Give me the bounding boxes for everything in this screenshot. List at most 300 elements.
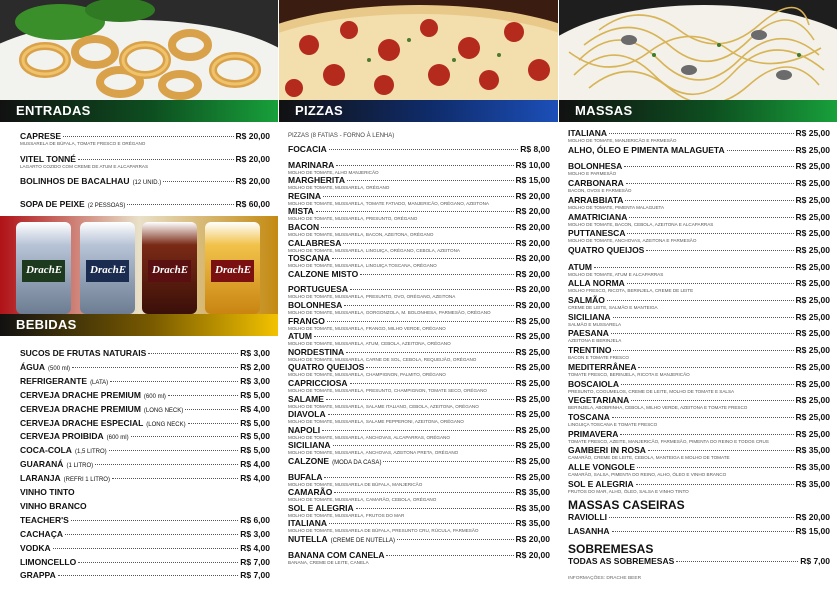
menu-item — [288, 175, 550, 190]
menu-item-row — [20, 473, 270, 485]
item-price: R$ 20,00 — [515, 190, 550, 201]
item-name: GUARANÁ — [20, 459, 64, 470]
dotted-leader — [621, 384, 794, 385]
item-price: R$ 25,00 — [795, 161, 830, 172]
footer-note: INFORMAÇÕES: DRACHE BEER — [568, 576, 642, 581]
item-description: MOLHO DE TOMATE, MUSSARELA, ANCHOVAS, ALCAPARRAS, ORÉGANO — [288, 434, 450, 440]
item-description: MOLHO DE TOMATE, MUSSARELA, BACON, AZEITONA, ORÉGANO — [288, 232, 434, 237]
item-name: LARANJA — [20, 473, 61, 484]
menu-item-row — [288, 487, 550, 497]
item-name: PUTTANESCA — [568, 228, 626, 239]
menu-item-row — [20, 543, 270, 553]
massas-header: MASSAS — [559, 100, 837, 122]
menu-item — [20, 404, 270, 416]
item-price: R$ 20,00 — [235, 176, 270, 186]
menu-item-row — [568, 278, 830, 288]
dotted-leader — [637, 467, 793, 468]
menu-item-row — [568, 345, 830, 355]
dotted-leader — [334, 492, 513, 493]
pizza-photo — [279, 0, 558, 100]
column-massas — [559, 0, 837, 600]
item-price: R$ 35,00 — [515, 487, 550, 498]
item-price: R$ 25,00 — [795, 328, 830, 339]
menu-item-row — [288, 316, 550, 326]
dotted-leader — [397, 539, 513, 540]
item-name: AMATRICIANA — [568, 211, 628, 222]
item-price: R$ 20,00 — [235, 153, 270, 164]
item-price: R$ 4,00 — [240, 542, 270, 553]
dotted-leader — [627, 233, 793, 234]
dotted-leader — [329, 523, 513, 524]
menu-item-row — [288, 378, 550, 388]
item-price: R$ 7,00 — [800, 556, 830, 566]
item-description: TOMATE FRESCO, BERINJELA, RICOTA E MANJERICÃO — [568, 371, 690, 377]
menu-item-row — [20, 515, 270, 525]
dotted-leader — [336, 165, 513, 166]
menu-item-row — [568, 312, 830, 322]
item-price: R$ 20,00 — [515, 206, 550, 217]
menu-item — [568, 328, 830, 343]
item-price: R$ 25,00 — [515, 331, 550, 342]
item-price: R$ 20,00 — [515, 549, 550, 560]
menu-item-row — [288, 550, 550, 560]
item-price: R$ 7,00 — [240, 556, 270, 567]
item-name: ATUM — [568, 261, 592, 272]
item-name: GRAPPA — [20, 570, 56, 581]
menu-item — [288, 394, 550, 409]
item-description: MOLHO DE TOMATE, MUSSARELA, CAMARÃO, CEBOLA, ORÉGANO — [288, 497, 437, 503]
menu-item-row — [568, 512, 830, 522]
dotted-leader — [648, 450, 794, 451]
item-name: QUATRO QUEIJOS — [568, 244, 645, 255]
menu-item-row — [568, 362, 830, 372]
dotted-leader — [613, 317, 794, 318]
item-name: SICILIANA — [288, 440, 331, 451]
menu-item — [288, 425, 550, 440]
dotted-leader — [611, 333, 794, 334]
dotted-leader — [329, 149, 518, 150]
dotted-leader — [332, 258, 514, 259]
dotted-leader — [626, 183, 794, 184]
item-name: ALLA NORMA — [568, 278, 625, 289]
item-name: MISTA — [288, 206, 314, 217]
menu-item-row — [20, 487, 270, 497]
item-price: R$ 25,00 — [515, 424, 550, 435]
menu-item — [568, 526, 830, 536]
item-price: R$ 20,00 — [515, 534, 550, 544]
menu-item — [20, 348, 270, 358]
item-name: ÁGUA — [20, 361, 46, 372]
item-name: BOLONHESA — [568, 161, 623, 172]
entradas-header: ENTRADAS — [0, 100, 278, 122]
menu-item-row — [568, 379, 830, 389]
menu-item-row — [568, 412, 830, 422]
item-description: BERINJELA, ABOBRINHA, CEBOLA, MILHO VERDE, AZEITONA E TOMATE FRESCO — [568, 405, 748, 411]
menu-item — [568, 212, 830, 227]
menu-item — [568, 128, 830, 143]
menu-item-row — [288, 269, 550, 279]
item-price: R$ 6,00 — [240, 514, 270, 525]
dotted-leader — [323, 196, 513, 197]
item-price: R$ 25,00 — [795, 278, 830, 289]
menu-item-row — [20, 459, 270, 471]
dotted-leader — [72, 367, 238, 368]
item-name: SUCOS DE FRUTAS NATURAIS — [20, 348, 147, 358]
menu-item-row — [568, 462, 830, 472]
item-price: R$ 10,00 — [515, 159, 550, 170]
menu-item-row — [568, 445, 830, 455]
item-price: R$ 20,00 — [515, 237, 550, 248]
item-name: BOLONHESA — [288, 300, 343, 310]
dotted-leader — [324, 477, 513, 478]
menu-item-row — [288, 300, 550, 310]
item-name: RAVIOLLI — [568, 512, 608, 522]
dotted-leader — [63, 136, 233, 137]
item-price: R$ 4,00 — [240, 459, 270, 470]
item-price: R$ 3,00 — [240, 528, 270, 539]
item-name: SALAME — [288, 393, 324, 404]
item-name: TOSCANA — [568, 411, 610, 422]
item-price: R$ 35,00 — [795, 445, 830, 456]
item-name: SOPA DE PEIXE — [20, 198, 85, 209]
menu-item-row — [20, 176, 270, 188]
menu-item-row — [20, 501, 270, 511]
item-name: REGINA — [288, 190, 322, 201]
item-name: PORTUGUESA — [288, 284, 348, 295]
menu-item-row — [20, 529, 270, 539]
menu-item — [288, 253, 550, 268]
beer-label: DrachE — [90, 264, 127, 276]
item-name: BOLINHOS DE BACALHAU — [20, 176, 130, 186]
item-price: R$ 25,00 — [515, 315, 550, 326]
item-price: R$ 4,00 — [240, 403, 270, 414]
item-price: R$ 3,00 — [240, 375, 270, 386]
menu-item-row — [288, 191, 550, 201]
dotted-leader — [78, 562, 238, 563]
item-price: R$ 25,00 — [795, 194, 830, 205]
item-description: LAGARTO COZIDO COM CREME DE ATUM E ALCAPARRAS — [20, 163, 149, 169]
item-price: R$ 20,00 — [515, 268, 550, 279]
item-description: MOLHO DE TOMATE, ATUM E ALCAPARRAS — [568, 271, 664, 277]
dotted-leader — [676, 561, 798, 562]
menu-item-row — [568, 262, 830, 272]
menu-item-row — [20, 131, 270, 141]
menu-item — [288, 238, 550, 253]
item-name: CERVEJA DRACHE ESPECIAL — [20, 417, 144, 428]
column-entradas-bebidas — [0, 0, 278, 600]
menu-item — [288, 144, 550, 154]
item-qualifier: (600 ml) — [143, 393, 166, 400]
item-name: MEDITERRÂNEA — [568, 361, 637, 372]
item-price: R$ 25,00 — [795, 378, 830, 389]
menu-item — [568, 295, 830, 310]
menu-item — [20, 418, 270, 430]
menu-item-row — [288, 160, 550, 170]
dotted-leader — [112, 478, 238, 479]
item-name: SOL E ALEGRIA — [568, 478, 634, 489]
item-name: PAESANA — [568, 328, 609, 339]
pizzas-subtitle: PIZZAS (8 FATIAS - FORNO À LENHA) — [288, 133, 395, 139]
dotted-leader — [78, 159, 234, 160]
item-name: REFRIGERANTE — [20, 375, 88, 386]
item-name: CARBONARA — [568, 178, 624, 189]
menu-item — [288, 487, 550, 502]
item-name: LIMONCELLO — [20, 556, 77, 567]
item-name: NORDESTINA — [288, 346, 345, 357]
item-description: MOLHO DE TOMATE, MUSSARELA DE BÚFALA, MANJERICÃO — [288, 481, 423, 487]
beer-label: DrachE — [152, 264, 189, 276]
menu-item — [20, 445, 270, 457]
item-name: VINHO BRANCO — [20, 500, 87, 511]
menu-item — [568, 312, 830, 327]
menu-item-row — [568, 526, 830, 536]
item-description: MOLHO DE TOMATE, MUSSARELA, ATUM, CEBOLA, AZEITONA, ORÉGANO — [288, 341, 451, 347]
menu-item-row — [288, 222, 550, 232]
menu-item-row — [288, 518, 550, 528]
menu-item — [288, 550, 550, 565]
item-qualifier: (1,5 LITRO) — [74, 449, 107, 456]
item-qualifier: (2 PESSOAS) — [87, 202, 126, 209]
item-price: R$ 25,00 — [795, 411, 830, 422]
item-price: R$ 25,00 — [795, 311, 830, 322]
item-description: MOLHO FRESCO, RICOTA, BERINJELA, CREME DE LEITE — [568, 288, 694, 294]
dotted-leader — [53, 548, 239, 549]
menu-item-row — [288, 409, 550, 419]
item-name: SALMÃO — [568, 295, 605, 305]
item-price: R$ 5,00 — [240, 431, 270, 442]
item-description: MOLHO DE TOMATE, MUSSARELA, CARNE DE SOL, CEBOLA, REQUEIJÃO, ORÉGANO — [288, 356, 477, 362]
menu-item — [288, 284, 550, 299]
menu-item — [20, 543, 270, 553]
item-price: R$ 25,00 — [795, 345, 830, 356]
item-price: R$ 25,00 — [795, 211, 830, 222]
item-name: NUTELLA — [288, 534, 328, 544]
menu-item — [20, 376, 270, 388]
menu-item — [568, 429, 830, 444]
bebidas-header: BEBIDAS — [0, 314, 278, 336]
item-price: R$ 25,00 — [795, 261, 830, 272]
menu-item — [288, 331, 550, 346]
item-name: ITALIANA — [568, 128, 608, 138]
menu-item — [288, 206, 550, 221]
item-name: COCA-COLA — [20, 445, 72, 456]
menu-item-row — [568, 228, 830, 238]
dotted-leader — [629, 217, 793, 218]
item-name: DIAVOLA — [288, 409, 326, 420]
menu-item — [288, 503, 550, 518]
menu-item — [568, 145, 830, 155]
item-name: TOSCANA — [288, 253, 330, 264]
massas-caseiras-title: MASSAS CASEIRAS — [568, 498, 685, 512]
item-price: R$ 25,00 — [515, 378, 550, 388]
item-qualifier: (12 UNID.) — [132, 180, 162, 186]
dotted-leader — [346, 352, 513, 353]
item-price: R$ 35,00 — [515, 518, 550, 529]
menu-item-row — [20, 154, 270, 164]
menu-item-row — [288, 472, 550, 482]
menu-item — [568, 195, 830, 210]
item-name: PRIMAVERA — [568, 428, 619, 439]
dotted-leader — [127, 204, 233, 205]
item-qualifier: (LONG NECK) — [143, 407, 184, 414]
item-name: VODKA — [20, 542, 51, 553]
item-description: MOLHO DE TOMATE, ANCHOVAS, AZEITONA E PARMESÃO — [568, 238, 697, 244]
dotted-leader — [620, 434, 793, 435]
menu-item — [288, 362, 550, 377]
dotted-leader — [350, 289, 514, 290]
menu-item-row — [568, 195, 830, 205]
dotted-leader — [343, 243, 513, 244]
item-name: CAMARÃO — [288, 487, 333, 498]
menu-item — [20, 557, 270, 567]
item-name: MARINARA — [288, 159, 335, 170]
item-description: SALMÃO E MUSSARELA — [568, 321, 622, 327]
item-price: R$ 25,00 — [795, 178, 830, 189]
dotted-leader — [321, 227, 513, 228]
menu-item-row — [288, 206, 550, 216]
dotted-leader — [609, 517, 793, 518]
menu-item — [568, 412, 830, 427]
item-name: ITALIANA — [288, 518, 328, 529]
menu-item — [568, 556, 830, 566]
menu-item — [20, 431, 270, 443]
menu-item-row — [568, 128, 830, 138]
item-name: CAPRESE — [20, 131, 62, 141]
item-name: CERVEJA DRACHE PREMIUM — [20, 403, 141, 414]
menu-item — [288, 160, 550, 175]
item-qualifier: (CREME DE NUTELLA) — [330, 538, 396, 544]
item-description: MOLHO DE TOMATE, MUSSARELA, LINGUIÇA TOSCANA, ORÉGANO — [288, 263, 437, 269]
item-description: MOLHO DE TOMATE, MUSSARELA, FRANGO, MILHO VERDE, ORÉGANO — [288, 325, 446, 331]
item-name: TEACHER'S — [20, 514, 69, 525]
menu-item — [20, 459, 270, 471]
menu-item-row — [568, 295, 830, 305]
item-price: R$ 20,00 — [795, 512, 830, 522]
item-name: ALLE VONGOLE — [568, 462, 636, 472]
item-description: MOLHO DE TOMATE, MUSSARELA, CHAMPIGNON, PALMITO, ORÉGANO — [288, 372, 446, 378]
beer-label: DrachE — [26, 264, 63, 276]
dotted-leader — [71, 520, 238, 521]
item-price: R$ 25,00 — [515, 346, 550, 357]
menu-item-row — [568, 429, 830, 439]
dotted-leader — [163, 181, 233, 182]
item-name: VEGETARIANA — [568, 395, 630, 406]
dotted-leader — [360, 274, 513, 275]
menu-item — [288, 472, 550, 487]
menu-item — [568, 445, 830, 460]
dotted-leader — [333, 445, 514, 446]
item-description: FRUTOS DO MAR, ALHO, ÓLEO, SALSA E VINHO TINTO — [568, 488, 689, 494]
item-price: R$ 15,00 — [515, 175, 550, 186]
item-price: R$ 25,00 — [795, 144, 830, 155]
dotted-leader — [607, 300, 794, 301]
dotted-leader — [65, 534, 238, 535]
item-name: CAPRICCIOSA — [288, 378, 348, 388]
item-description: PRESUNTO, COGUMELOS, CREME DE LEITE, MOLHO DE TOMATE E SALSA — [568, 388, 735, 394]
menu-item-row — [288, 440, 550, 450]
dotted-leader — [366, 367, 513, 368]
item-qualifier: (REFRI 1 LITRO) — [63, 477, 110, 484]
calamari-photo — [0, 0, 278, 100]
item-name: SICILIANA — [568, 311, 611, 322]
item-name: ARRABBIATA — [568, 194, 624, 205]
menu-item — [568, 345, 830, 360]
item-name: ALHO, ÓLEO E PIMENTA MALAGUETA — [568, 144, 725, 155]
item-name: CALZONE — [288, 456, 330, 466]
item-description: BACON, OVOS E PARMESÃO — [568, 188, 632, 194]
dotted-leader — [627, 283, 794, 284]
item-qualifier: (600 ml) — [106, 435, 129, 442]
menu-item-row — [20, 404, 270, 416]
item-qualifier: (MODA DA CASA) — [332, 460, 382, 466]
item-price: R$ 25,00 — [795, 244, 830, 255]
dotted-leader — [327, 321, 514, 322]
menu-item — [288, 518, 550, 533]
item-description: BACON E TOMATE FRESCO — [568, 355, 630, 361]
item-description: MOLHO DE TOMATE, MUSSARELA, ORÉGANO — [288, 185, 390, 191]
item-name: TODAS AS SOBREMESAS — [568, 556, 675, 566]
menu-item — [288, 191, 550, 206]
menu-item-row — [288, 347, 550, 357]
menu-item — [20, 501, 270, 511]
item-price: R$ 25,00 — [515, 471, 550, 482]
dotted-leader — [328, 414, 514, 415]
dotted-leader — [58, 575, 238, 576]
pizzas-header: PIZZAS — [279, 100, 558, 122]
dotted-leader — [612, 531, 794, 532]
item-price: R$ 25,00 — [795, 395, 830, 406]
item-price: R$ 35,00 — [795, 462, 830, 472]
dotted-leader — [727, 150, 794, 151]
menu-item — [568, 178, 830, 193]
dotted-leader — [314, 336, 514, 337]
column-pizzas — [279, 0, 558, 600]
dotted-leader — [383, 461, 513, 462]
item-price: R$ 5,00 — [240, 417, 270, 428]
menu-item — [568, 395, 830, 410]
dotted-leader — [344, 305, 513, 306]
item-description: MOLHO DE TOMATE, MUSSARELA, ANCHOVAS, AZEITONA PRETA, ORÉGANO — [288, 450, 459, 456]
item-price: R$ 3,00 — [240, 348, 270, 358]
dotted-leader — [613, 350, 793, 351]
menu-item-row — [20, 557, 270, 567]
item-price: R$ 60,00 — [235, 198, 270, 209]
dotted-leader — [316, 211, 514, 212]
menu-item — [568, 479, 830, 494]
item-description: MOLHO DE TOMATE, MUSSARELA, TOMATE FATIADO, MANJERICÃO, ORÉGANO, AZEITONA — [288, 200, 489, 206]
menu-item — [288, 347, 550, 362]
item-description: MOLHO DE TOMATE, MUSSARELA, PRESUNTO, ORÉGANO — [288, 216, 418, 222]
menu-item-row — [288, 425, 550, 435]
dotted-leader — [131, 436, 239, 437]
item-name: CALZONE MISTO — [288, 268, 359, 279]
dotted-leader — [95, 464, 238, 465]
item-description: MOLHO DE TOMATE, MUSSARELA, SALAME PEPPERONI, AZEITONA, ORÉGANO — [288, 419, 464, 425]
menu-item-row — [288, 331, 550, 341]
dotted-leader — [350, 383, 514, 384]
menu-item-row — [288, 456, 550, 468]
menu-item — [20, 529, 270, 539]
menu-item-row — [20, 390, 270, 402]
pasta-photo — [559, 0, 837, 100]
menu-item — [20, 473, 270, 485]
menu-item-row — [20, 362, 270, 374]
menu-item — [568, 245, 830, 255]
menu-item — [20, 515, 270, 525]
menu-item — [288, 440, 550, 455]
dotted-leader — [109, 450, 239, 451]
dotted-leader — [322, 430, 513, 431]
